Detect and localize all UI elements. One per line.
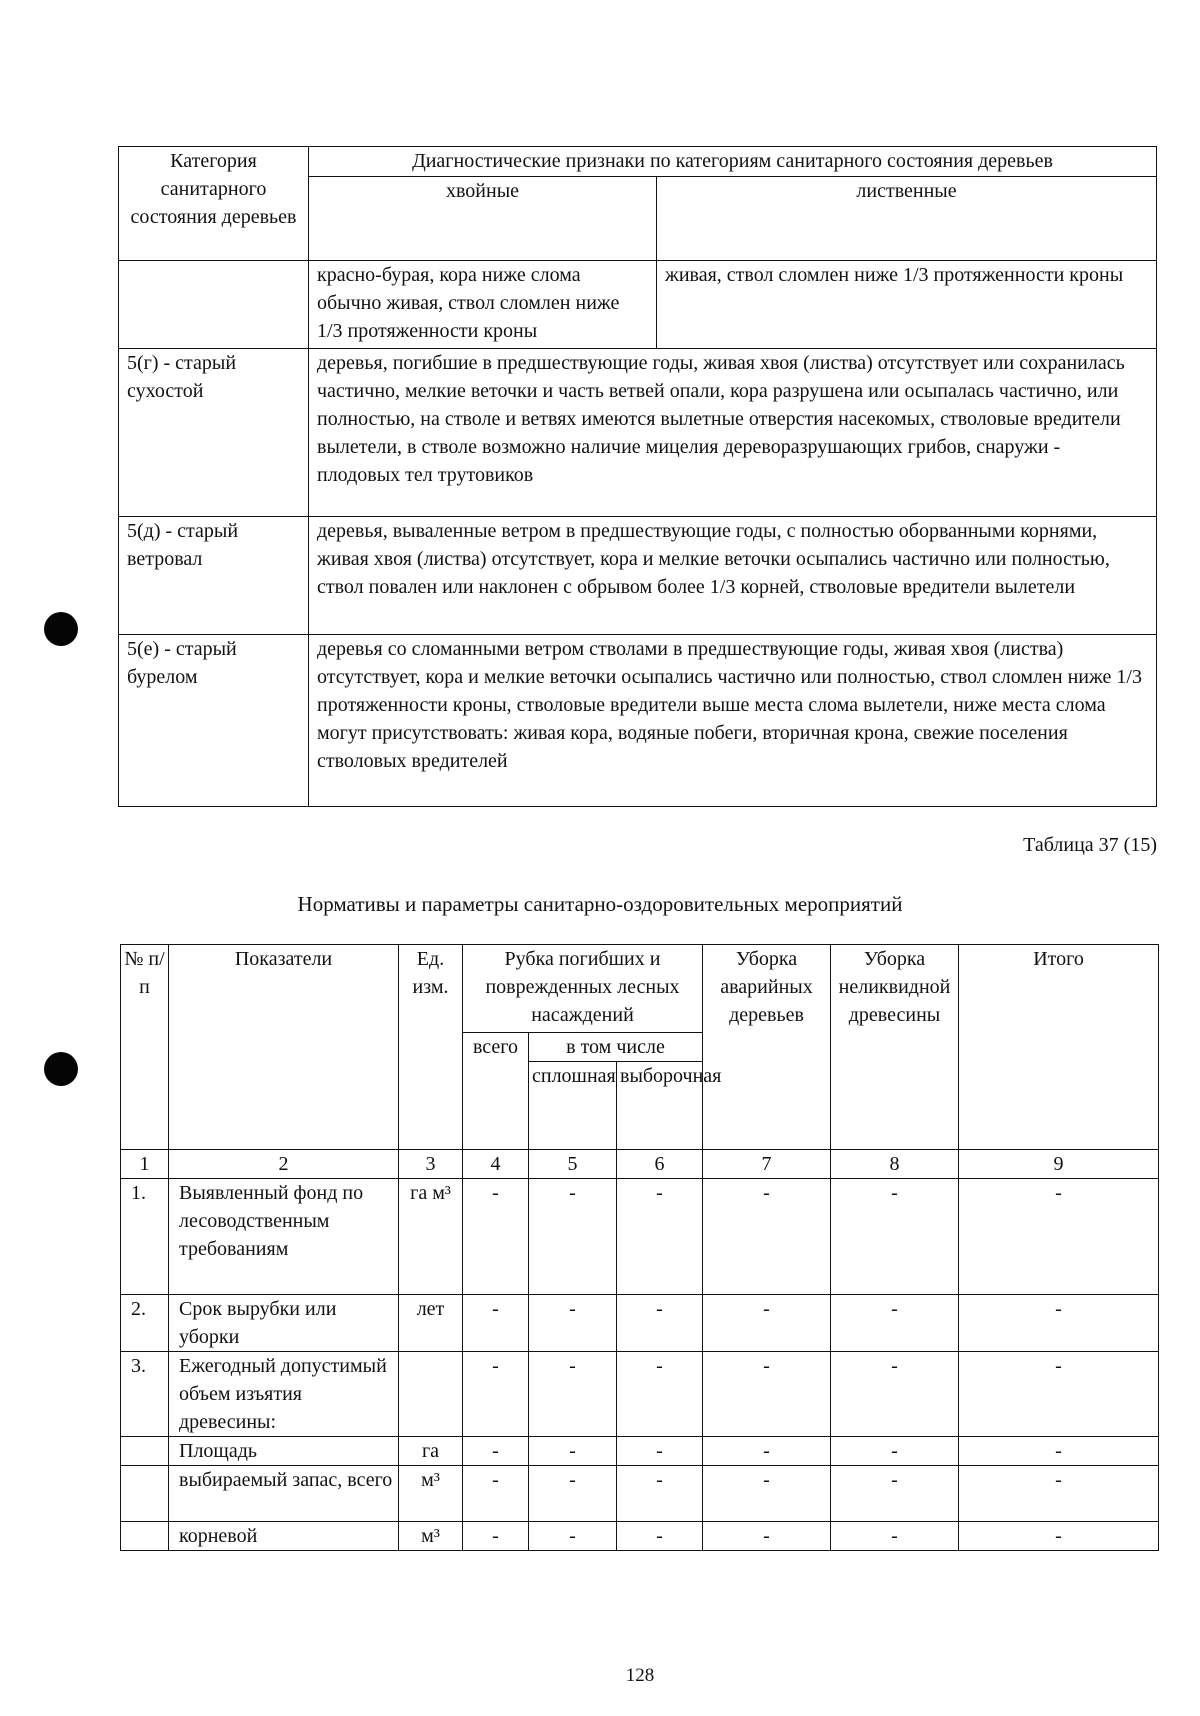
value-cell: - — [703, 1295, 831, 1352]
description-cell: деревья, вываленные ветром в предшествующие годы, с полностью оборванными корнями, живая хвоя (листва) отсутствует, кора и мелкие веточки осыпались частично или полностью, ствол повален или наклонен с обрывом более 1/3 корней, стволовые вредители вылетели — [309, 517, 1157, 635]
header-deciduous: лиственные — [657, 177, 1157, 261]
value-cell: - — [529, 1522, 617, 1551]
col-number: 7 — [703, 1150, 831, 1179]
value-cell: - — [703, 1437, 831, 1466]
table-row — [121, 1352, 1159, 1437]
category-cell — [119, 261, 309, 349]
value-cell: - — [463, 1179, 529, 1295]
value-cell: - — [831, 1522, 959, 1551]
header-felling: Рубка погибших и поврежденных лесных насаждений — [463, 945, 703, 1033]
value-cell: - — [831, 1466, 959, 1522]
binder-hole-bottom — [44, 1052, 78, 1086]
col-number: 3 — [399, 1150, 463, 1179]
col-number: 5 — [529, 1150, 617, 1179]
row-unit — [399, 1352, 463, 1437]
table-row — [119, 517, 1157, 635]
value-cell: - — [703, 1179, 831, 1295]
col-number: 2 — [169, 1150, 399, 1179]
header-clear: сплошная — [529, 1062, 617, 1150]
value-cell: - — [959, 1522, 1159, 1551]
value-cell: - — [463, 1522, 529, 1551]
value-cell: - — [529, 1352, 617, 1437]
value-cell: - — [617, 1179, 703, 1295]
header-conifers: хвойные — [309, 177, 657, 261]
value-cell: - — [617, 1295, 703, 1352]
value-cell: - — [617, 1437, 703, 1466]
header-total: всего — [463, 1033, 529, 1150]
value-cell: - — [463, 1352, 529, 1437]
row-num: 3. — [121, 1352, 169, 1437]
table-row — [121, 1295, 1159, 1352]
value-cell: - — [831, 1295, 959, 1352]
description-cell: деревья, погибшие в предшествующие годы, живая хвоя (листва) отсутствует или сохранилась частично, мелкие веточки и часть ветвей опали, кора разрушена или осыпалась частично, или полностью, на стволе и ветвях имеются вылетные отверстия насекомых, стволовые вредители вылетели, в стволе возможно наличие мицелия дереворазрушающих грибов, снаружи - плодовых тел трутовиков — [309, 349, 1157, 517]
value-cell: - — [463, 1437, 529, 1466]
row-unit: га м³ — [399, 1179, 463, 1295]
header-sum: Итого — [959, 945, 1159, 1150]
value-cell: - — [529, 1466, 617, 1522]
value-cell: - — [463, 1295, 529, 1352]
header-emergency: Уборка аварийных деревьев — [703, 945, 831, 1150]
value-cell: - — [703, 1466, 831, 1522]
value-cell: - — [529, 1295, 617, 1352]
header-including: в том числе — [529, 1033, 703, 1062]
category-cell: 5(г) - старый сухостой — [119, 349, 309, 517]
value-cell: - — [959, 1352, 1159, 1437]
col-number: 8 — [831, 1150, 959, 1179]
row-num — [121, 1522, 169, 1551]
row-unit: лет — [399, 1295, 463, 1352]
conifers-cell: красно-бурая, кора ниже слома обычно живая, ствол сломлен ниже 1/3 протяженности кроны — [309, 261, 657, 349]
row-num — [121, 1437, 169, 1466]
header-category: Категория санитарного состояния деревьев — [119, 147, 309, 261]
table-row — [119, 635, 1157, 807]
table-row — [121, 1437, 1159, 1466]
value-cell: - — [617, 1466, 703, 1522]
value-cell: - — [831, 1352, 959, 1437]
table-row — [119, 349, 1157, 517]
header-selective: выборочная — [617, 1062, 703, 1150]
header-indicator: Показатели — [169, 945, 399, 1150]
category-cell: 5(е) - старый бурелом — [119, 635, 309, 807]
description-cell: деревья со сломанными ветром стволами в предшествующие годы, живая хвоя (листва) отсутствует, кора и мелкие веточки осыпались частично или полностью, ствол сломлен ниже 1/3 протяженности кроны, стволовые вредители выше места слома вылетели, ниже места слома могут присутствовать: живая кора, водяные побеги, вторичная крона, свежие поселения стволовых вредителей — [309, 635, 1157, 807]
value-cell: - — [831, 1179, 959, 1295]
value-cell: - — [463, 1466, 529, 1522]
value-cell: - — [703, 1352, 831, 1437]
col-number: 6 — [617, 1150, 703, 1179]
header-unit: Ед. изм. — [399, 945, 463, 1150]
row-unit: м³ — [399, 1522, 463, 1551]
row-num: 2. — [121, 1295, 169, 1352]
header-num: № п/п — [121, 945, 169, 1150]
deciduous-cell: живая, ствол сломлен ниже 1/3 протяженности кроны — [657, 261, 1157, 349]
value-cell: - — [529, 1179, 617, 1295]
value-cell: - — [959, 1466, 1159, 1522]
value-cell: - — [617, 1522, 703, 1551]
col-number: 4 — [463, 1150, 529, 1179]
row-num: 1. — [121, 1179, 169, 1295]
table-row — [121, 1179, 1159, 1295]
value-cell: - — [959, 1437, 1159, 1466]
table-row — [119, 261, 1157, 349]
row-num — [121, 1466, 169, 1522]
category-cell: 5(д) - старый ветровал — [119, 517, 309, 635]
table-row — [121, 1522, 1159, 1551]
row-indicator: Площадь — [169, 1437, 399, 1466]
col-number: 1 — [121, 1150, 169, 1179]
sanitary-measures-table — [120, 944, 1159, 1551]
value-cell: - — [959, 1179, 1159, 1295]
table-row — [121, 1466, 1159, 1522]
value-cell: - — [831, 1437, 959, 1466]
binder-hole-top — [44, 612, 78, 646]
value-cell: - — [529, 1437, 617, 1466]
sanitary-category-table — [118, 146, 1157, 807]
table-title: Нормативы и параметры санитарно-оздоровительных мероприятий — [297, 892, 903, 916]
value-cell: - — [959, 1295, 1159, 1352]
page-number: 128 — [625, 1665, 655, 1686]
header-diagnostic: Диагностические признаки по категориям санитарного состояния деревьев — [309, 147, 1157, 177]
col-number: 9 — [959, 1150, 1159, 1179]
row-indicator: корневой — [169, 1522, 399, 1551]
row-unit: га — [399, 1437, 463, 1466]
row-indicator: выбираемый запас, всего — [169, 1466, 399, 1522]
row-indicator: Выявленный фонд по лесоводственным требованиям — [169, 1179, 399, 1295]
header-illiquid: Уборка неликвидной древесины — [831, 945, 959, 1150]
value-cell: - — [703, 1522, 831, 1551]
column-number-row — [121, 1150, 1159, 1179]
value-cell: - — [617, 1352, 703, 1437]
row-indicator: Ежегодный допустимый объем изъятия древесины: — [169, 1352, 399, 1437]
row-unit: м³ — [399, 1466, 463, 1522]
row-indicator: Срок вырубки или уборки — [169, 1295, 399, 1352]
table-number: Таблица 37 (15) — [1023, 834, 1157, 856]
